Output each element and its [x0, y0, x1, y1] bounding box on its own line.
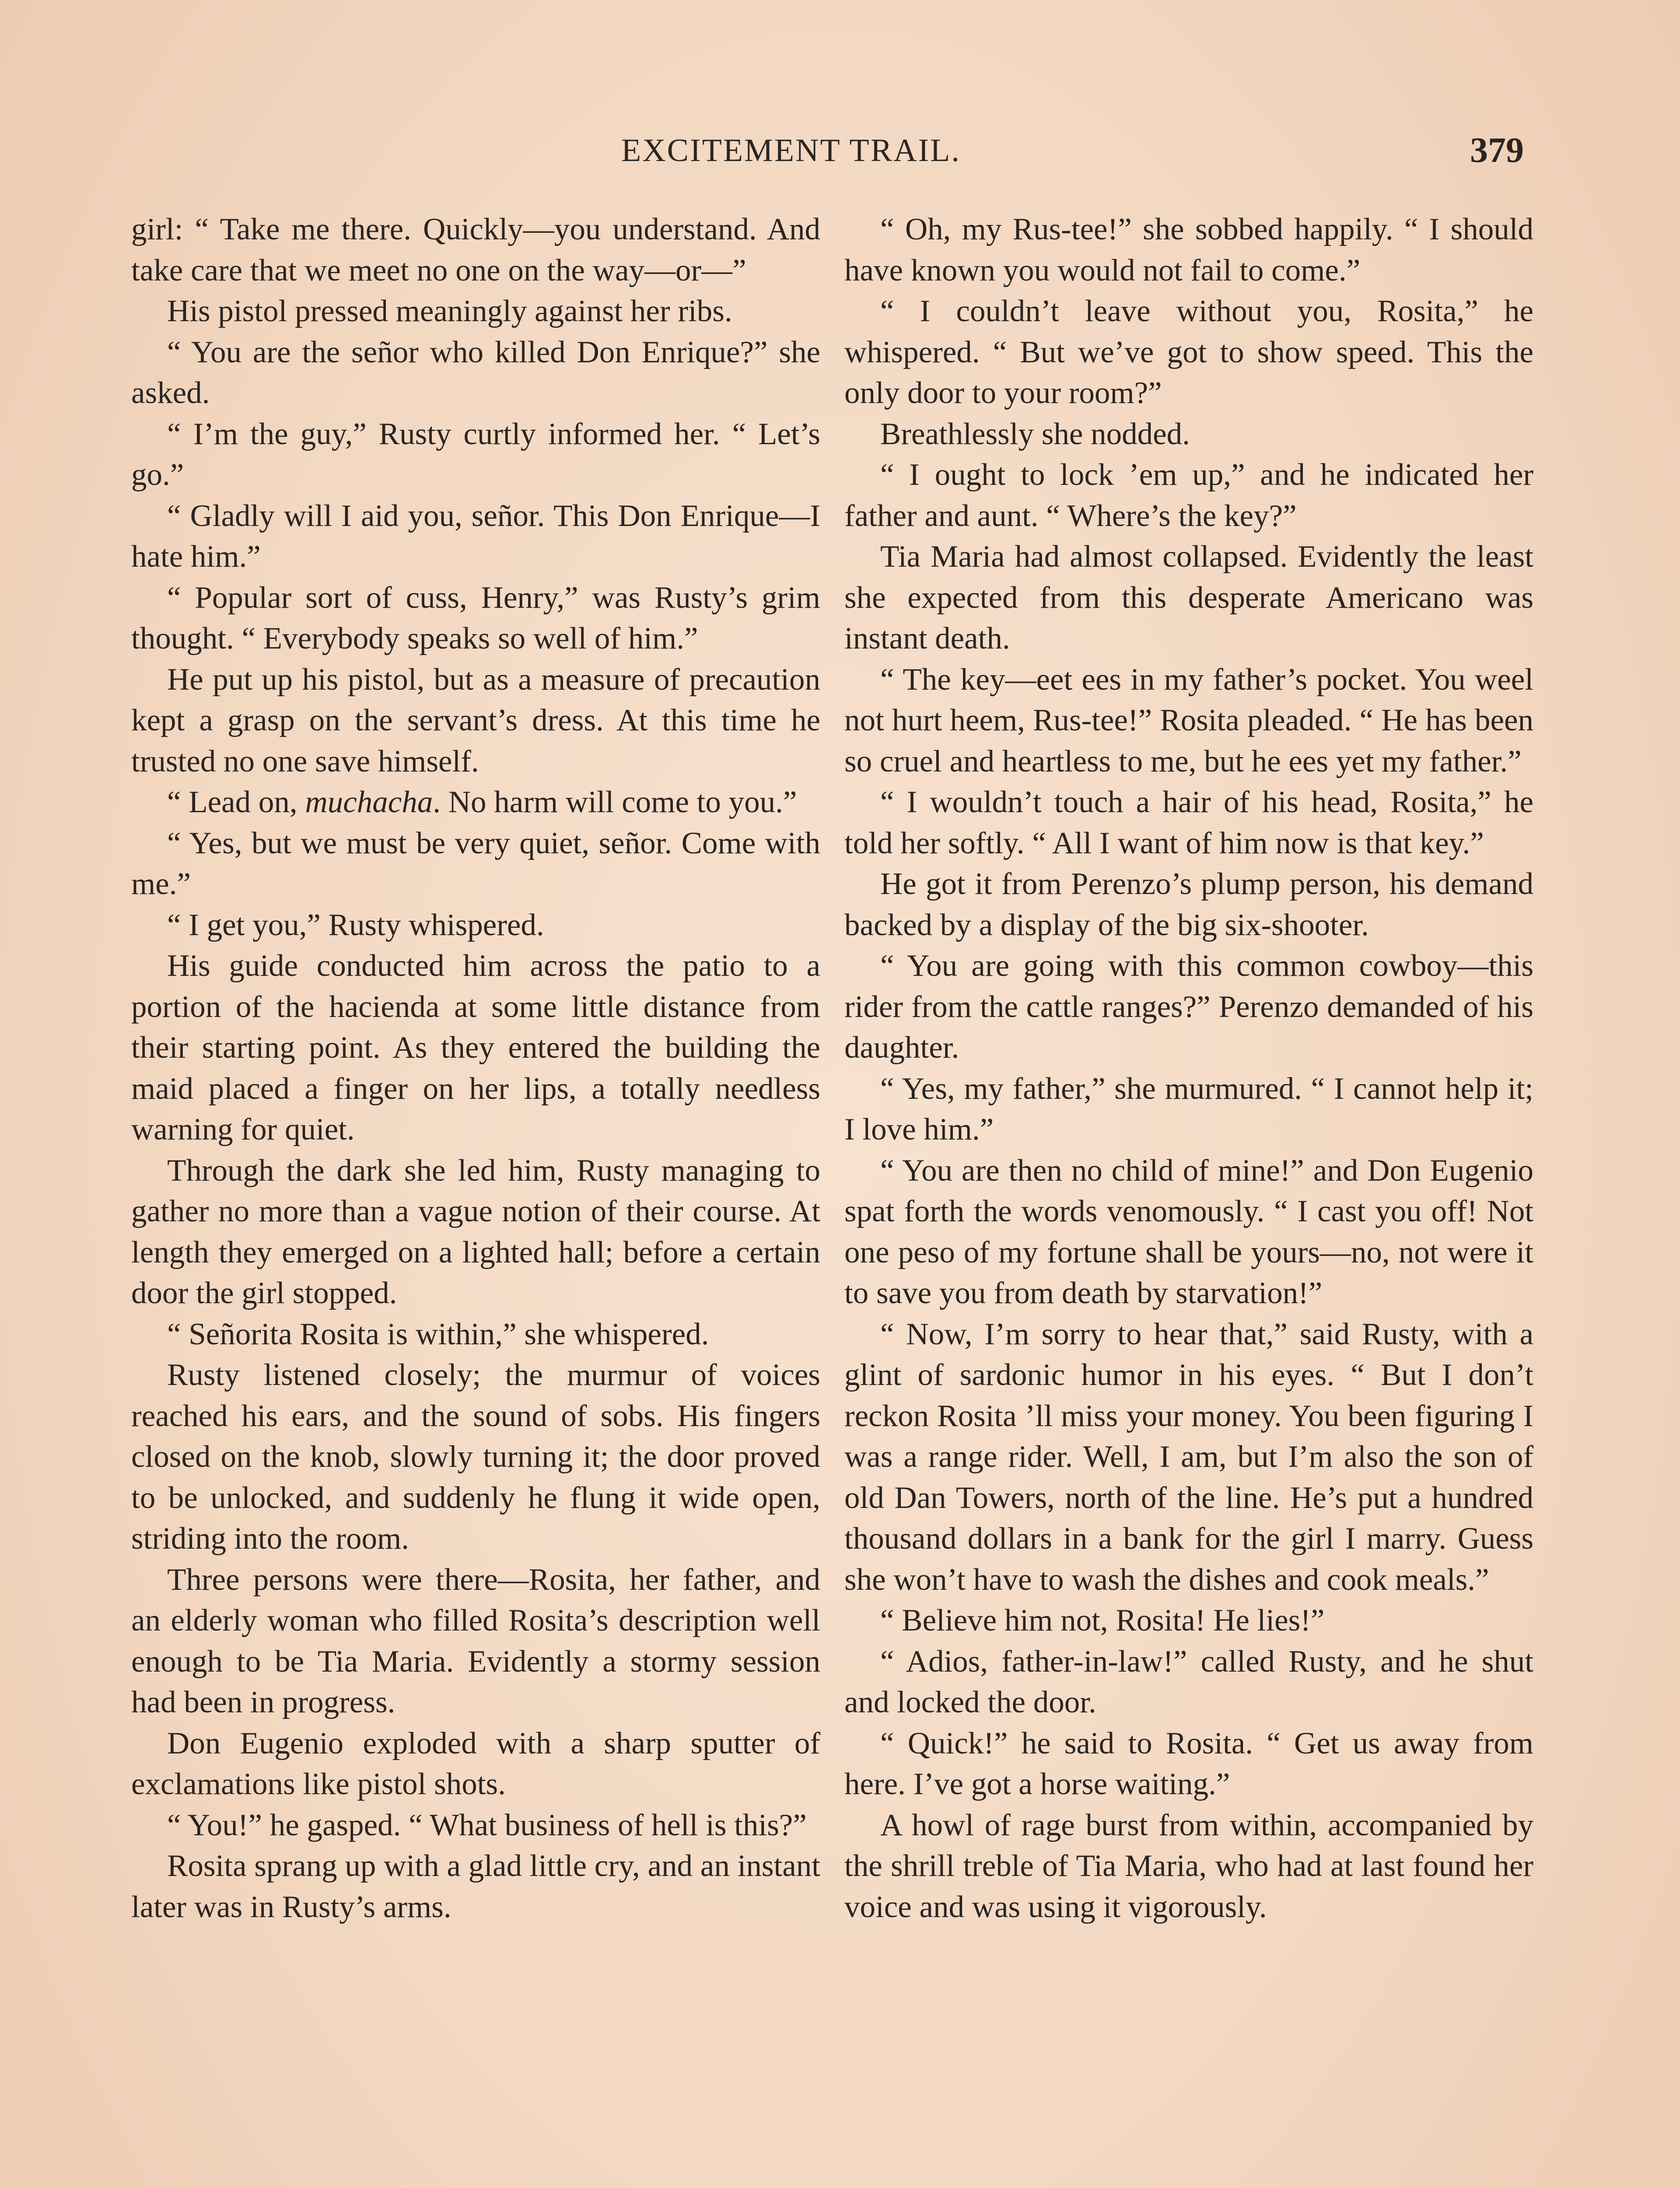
paragraph: [844, 1600, 1533, 1641]
text-run: He put up his pistol, but as a measure of precaution kept a grasp on the servant’s dress. At this time he trusted no one save himself.: [131, 662, 820, 778]
paragraph: [844, 209, 1533, 291]
text-run: “ Believe him not, Rosita! He lies!”: [880, 1603, 1325, 1637]
paragraph: [844, 946, 1533, 1069]
paragraph: [131, 946, 820, 1150]
paragraph: [131, 414, 820, 496]
text-run: “ I get you,” Rusty whispered.: [167, 908, 544, 942]
text-run: Three persons were there—Rosita, her father, and an elderly woman who filled Rosita’s description well enough to be Tia Maria. Evidently a stormy session had been in progress.: [131, 1562, 820, 1719]
paragraph: [131, 659, 820, 782]
paragraph: [844, 291, 1533, 414]
text-run: “ You are then no child of mine!” and Don Eugenio spat forth the words venomously. “ I cast you off! Not one peso of my fortune shall be yours—no, not were it to save you from death by starvation!”: [844, 1153, 1533, 1310]
text-run: Rosita sprang up with a glad little cry, and an instant later was in Rusty’s arms.: [131, 1849, 820, 1924]
paragraph: [844, 414, 1533, 455]
paragraph: [844, 1314, 1533, 1601]
text-run: “ You are the señor who killed Don Enrique?” she asked.: [131, 335, 820, 410]
paragraph: [131, 578, 820, 659]
text-run: . No harm will come to you.”: [433, 785, 797, 819]
paragraph: [844, 1150, 1533, 1314]
text-run: “ You!” he gasped. “ What business of hell is this?”: [167, 1808, 807, 1842]
paragraph: [131, 1846, 820, 1928]
italic-text: muchacha: [305, 785, 433, 819]
paragraph: [131, 1723, 820, 1805]
paragraph: [844, 1069, 1533, 1150]
text-run: “ Yes, my father,” she murmured. “ I cannot help it; I love him.”: [844, 1071, 1533, 1147]
paragraph: [844, 1805, 1533, 1928]
text-run: “ Gladly will I aid you, señor. This Don Enrique—I hate him.”: [131, 498, 820, 574]
paragraph: [131, 209, 820, 291]
paragraph: [844, 455, 1533, 536]
paragraph: [131, 1805, 820, 1846]
text-run: Through the dark she led him, Rusty managing to gather no more than a vague notion of their course. At length they emerged on a lighted hall; before a certain door the girl stopped.: [131, 1153, 820, 1310]
text-run: Breathlessly she nodded.: [880, 417, 1190, 451]
paragraph: [844, 1723, 1533, 1805]
paragraph: [844, 659, 1533, 782]
text-run: “ Adios, father-in-law!” called Rusty, and he shut and locked the door.: [844, 1644, 1533, 1719]
text-run: “ You are going with this common cowboy—this rider from the cattle ranges?” Perenzo demanded of his daughter.: [844, 949, 1533, 1065]
text-run: “ I wouldn’t touch a hair of his head, Rosita,” he told her softly. “ All I want of him now is that key.”: [844, 785, 1533, 860]
text-run: His guide conducted him across the patio to a portion of the hacienda at some little distance from their starting point. As they entered the building the maid placed a finger on her lips, a totally needless warning for quiet.: [131, 949, 820, 1147]
text-run: “ I couldn’t leave without you, Rosita,” he whispered. “ But we’ve got to show speed. This the only door to your room?”: [844, 294, 1533, 410]
text-run: A howl of rage burst from within, accompanied by the shrill treble of Tia Maria, who had at last found her voice and was using it vigorously.: [844, 1808, 1533, 1924]
paragraph: [844, 536, 1533, 659]
text-run: Rusty listened closely; the murmur of voices reached his ears, and the sound of sobs. His fingers closed on the knob, slowly turning it; the door proved to be unlocked, and suddenly he flung it wide open, striding into the room.: [131, 1358, 820, 1556]
paragraph: [131, 782, 820, 823]
text-run: “ Quick!” he said to Rosita. “ Get us away from here. I’ve got a horse waiting.”: [844, 1726, 1533, 1801]
paragraph: [131, 823, 820, 905]
paragraph: [844, 864, 1533, 946]
paragraph: [844, 782, 1533, 864]
text-run: Don Eugenio exploded with a sharp sputter of exclamations like pistol shots.: [131, 1726, 820, 1801]
right-text-column: [844, 209, 1533, 1928]
text-run: “ I ought to lock ’em up,” and he indicated her father and aunt. “ Where’s the key?”: [844, 458, 1533, 533]
paragraph: [131, 1150, 820, 1314]
text-run: His pistol pressed meaningly against her ribs.: [167, 294, 732, 328]
paragraph: [844, 1641, 1533, 1723]
text-run: Tia Maria had almost collapsed. Evidently the least she expected from this desperate Americano was instant death.: [844, 540, 1533, 656]
text-run: “ The key—eet ees in my father’s pocket. You weel not hurt heem, Rus-tee!” Rosita pleaded. “ He has been so cruel and heartless to me, but he ees yet my father.”: [844, 662, 1533, 778]
text-run: girl: “ Take me there. Quickly—you understand. And take care that we meet no one on the way—or—”: [131, 212, 820, 288]
paragraph: [131, 496, 820, 578]
paragraph: [131, 1314, 820, 1355]
text-run: “ Señorita Rosita is within,” she whispered.: [167, 1317, 709, 1351]
running-head: EXCITEMENT TRAIL.: [621, 133, 961, 168]
paragraph: [131, 332, 820, 414]
text-run: “ Yes, but we must be very quiet, señor. Come with me.”: [131, 826, 820, 901]
paragraph: [131, 905, 820, 946]
text-run: “ Oh, my Rus-tee!” she sobbed happily. “ I should have known you would not fail to come.”: [844, 212, 1533, 288]
paragraph: [131, 1355, 820, 1560]
text-run: “ Lead on,: [167, 785, 305, 819]
text-run: “ Popular sort of cuss, Henry,” was Rusty’s grim thought. “ Everybody speaks so well of him.”: [131, 580, 820, 656]
page-number: 379: [1470, 130, 1524, 170]
text-run: “ Now, I’m sorry to hear that,” said Rusty, with a glint of sardonic humor in his eyes. “ But I don’t reckon Rosita ’ll miss your money. You been figuring I was a range rider. Well, I am, but I’m also the son of old Dan Towers, north of the line. He’s put a hundred thousand dollars in a bank for the girl I marry. Guess she won’t have to wash the dishes and cook meals.”: [844, 1317, 1533, 1597]
left-text-column: [131, 209, 820, 1928]
text-run: He got it from Perenzo’s plump person, his demand backed by a display of the big six-shooter.: [844, 867, 1533, 942]
paragraph: [131, 291, 820, 332]
text-run: “ I’m the guy,” Rusty curtly informed her. “ Let’s go.”: [131, 417, 820, 492]
paragraph: [131, 1560, 820, 1723]
